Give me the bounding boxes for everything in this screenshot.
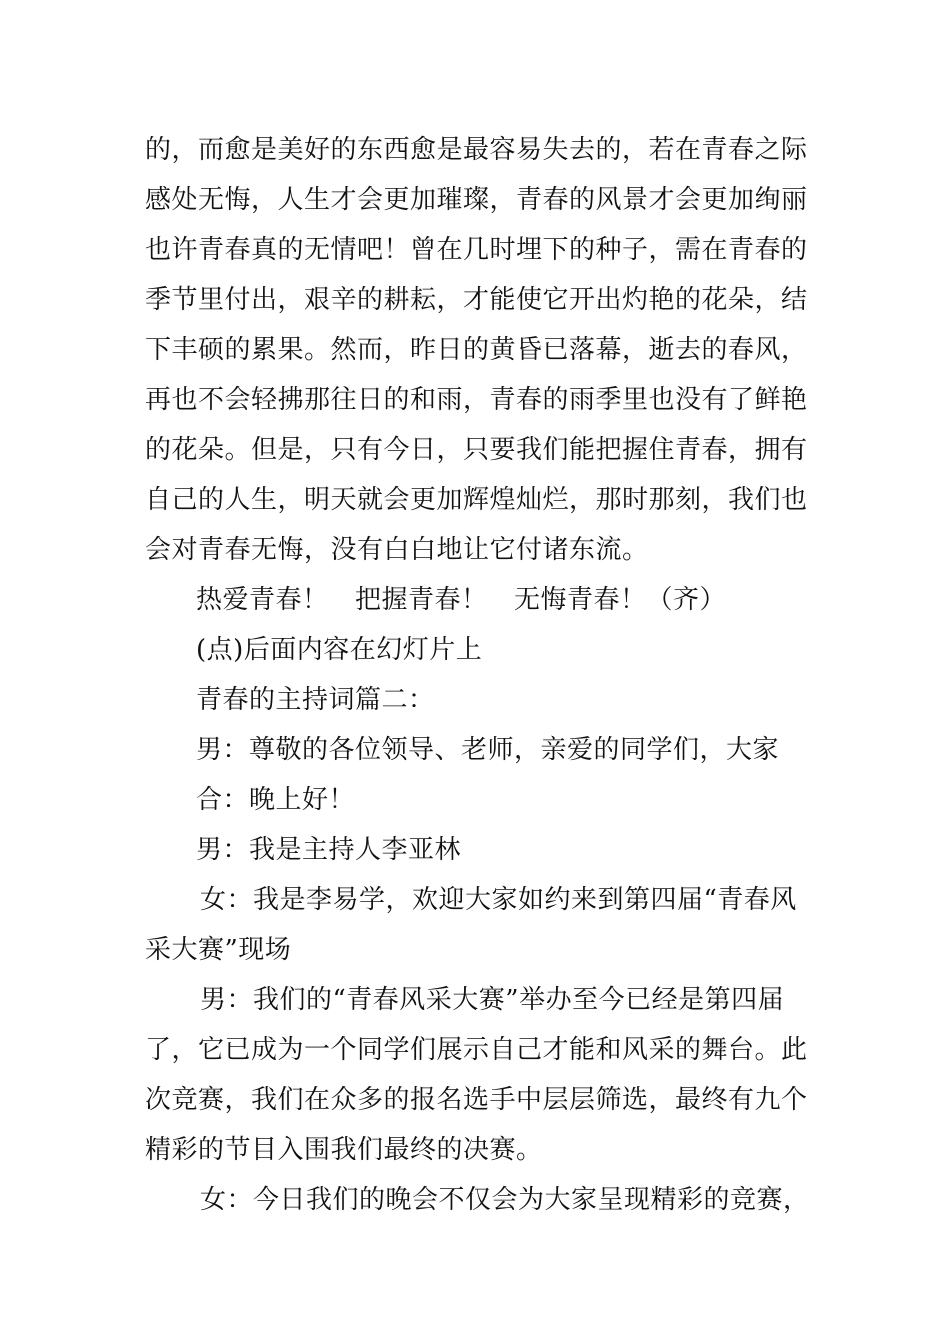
paragraph-line-9: 会对青春无悔，没有白白地让它付诸东流。 [145,535,649,565]
dialogue-line-male-1: 男：尊敬的各位领导、老师，亲爱的同学们，大家 [196,735,780,765]
paragraph-line-4: 季节里付出，艰辛的耕耘，才能使它开出灼艳的花朵，结 [145,285,808,315]
paragraph-line-6: 再也不会轻拂那往日的和雨，青春的雨季里也没有了鲜艳 [145,385,808,415]
slide-note-line: (点)后面内容在幻灯片上 [196,635,483,665]
dialogue-line-female-1: 女：我是李易学，欢迎大家如约来到第四届“青春风 [200,885,797,915]
paragraph-line-3: 也许青春真的无情吧！曾在几时埋下的种子，需在青春的 [145,235,808,265]
paragraph-line-1: 的，而愈是美好的东西愈是最容易失去的，若在青春之际 [145,135,808,165]
paragraph-line-5: 下丰硕的累果。然而，昨日的黄昏已落幕，逝去的春风， [145,335,808,365]
dialogue-line-together: 合：晚上好！ [196,785,356,815]
dialogue-line-male-3-cont-1: 了，它已成为一个同学们展示自己才能和风采的舞台。此 [145,1035,808,1065]
paragraph-line-8: 自己的人生，明天就会更加辉煌灿烂，那时那刻，我们也 [145,485,808,515]
dialogue-line-male-3-cont-2: 次竞赛，我们在众多的报名选手中层层筛选，最终有九个 [145,1085,808,1115]
dialogue-line-male-3: 男：我们的“青春风采大赛”举办至今已经是第四届 [200,985,785,1015]
dialogue-line-male-3-cont-3: 精彩的节目入围我们最终的决赛。 [145,1135,543,1165]
section-heading: 青春的主持词篇二： [196,685,435,715]
dialogue-line-female-2: 女：今日我们的晚会不仅会为大家呈现精彩的竞赛， [200,1185,810,1215]
dialogue-line-male-2: 男：我是主持人李亚林 [196,835,462,865]
paragraph-line-2: 感处无悔，人生才会更加璀璨，青春的风景才会更加绚丽 [145,185,808,215]
paragraph-line-7: 的花朵。但是，只有今日，只要我们能把握住青春，拥有 [145,435,808,465]
dialogue-line-female-1-cont: 采大赛”现场 [145,935,292,965]
slogan-line: 热爱青春！ 把握青春！ 无悔青春！（齐） [196,585,727,615]
